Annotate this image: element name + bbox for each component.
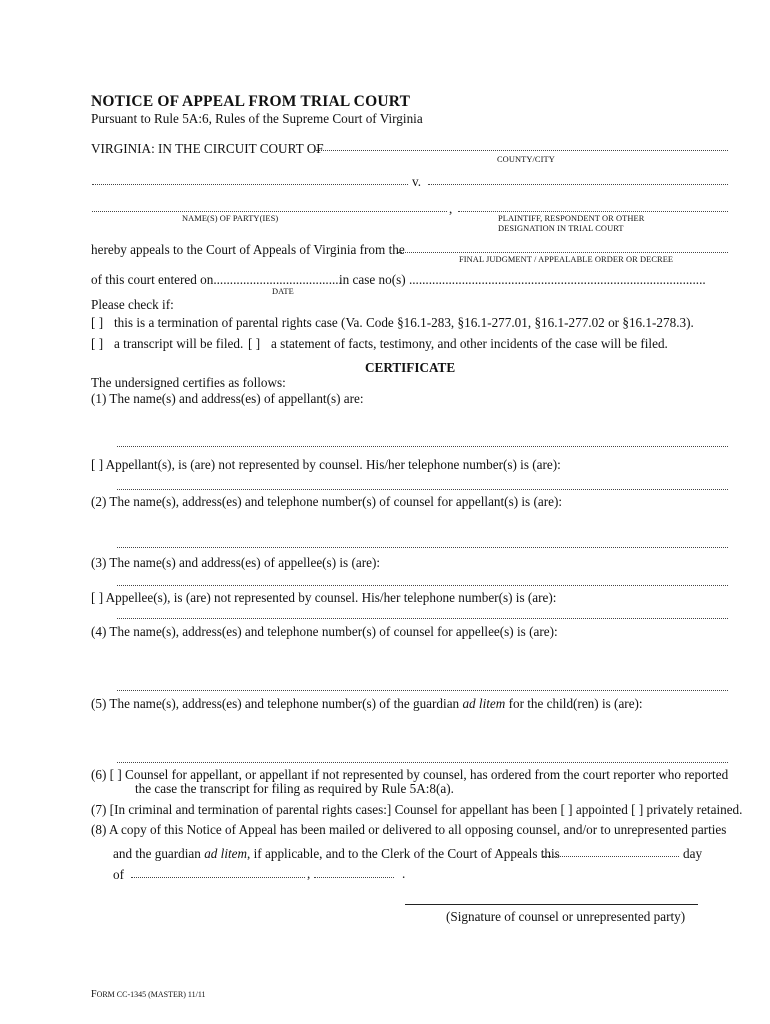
item-7-text[interactable]: (7) [In criminal and termination of parental rights cases:] Counsel for appellant has been [ ] appointed [ ] privately retained. bbox=[91, 802, 743, 817]
item-8-pre: and the guardian bbox=[113, 846, 201, 861]
appellee-names-field[interactable] bbox=[117, 585, 728, 586]
day-field[interactable] bbox=[543, 856, 679, 857]
signature-caption: (Signature of counsel or unrepresented party) bbox=[446, 909, 686, 924]
item-6-line-2: the case the transcript for filing as required by Rule 5A:8(a). bbox=[135, 781, 454, 796]
county-city-field[interactable] bbox=[316, 150, 728, 151]
item-5-em: ad litem bbox=[462, 696, 506, 711]
item-5-text bbox=[91, 696, 643, 712]
appellee-phone-field[interactable] bbox=[117, 618, 728, 619]
statement-label: a statement of facts, testimony, and other incidents of the case will be filed. bbox=[271, 336, 668, 351]
final-judgment-label: FINAL JUDGMENT / APPEALABLE ORDER OR DECREE bbox=[459, 255, 674, 264]
item-4-text: (4) The name(s), address(es) and telephone number(s) of counsel for appellee(s) is (are): bbox=[91, 624, 558, 639]
item-6-line-1[interactable]: (6) [ ] Counsel for appellant, or appellant if not represented by counsel, has ordered from the court reporter who reported bbox=[91, 767, 729, 782]
of-label: of bbox=[113, 867, 124, 882]
court-prefix: VIRGINIA: IN THE CIRCUIT COURT OF bbox=[91, 141, 324, 156]
date-label: DATE bbox=[272, 287, 294, 296]
guardian-field[interactable] bbox=[117, 762, 728, 763]
year-field[interactable] bbox=[314, 877, 394, 878]
item-8-post: , if applicable, and to the Clerk of the Court of Appeals this bbox=[247, 846, 560, 861]
statement-checkbox[interactable]: [ ] bbox=[248, 336, 261, 351]
appellant-names-field[interactable] bbox=[117, 446, 728, 447]
designation-label-1: PLAINTIFF, RESPONDENT OR OTHER bbox=[498, 214, 645, 223]
page-title: NOTICE OF APPEAL FROM TRIAL COURT bbox=[91, 93, 411, 110]
designation-label-2: DESIGNATION IN TRIAL COURT bbox=[498, 224, 624, 233]
party-name-field-2[interactable] bbox=[428, 184, 728, 185]
day-label: day bbox=[683, 846, 703, 861]
page-subtitle: Pursuant to Rule 5A:6, Rules of the Supreme Court of Virginia bbox=[91, 111, 423, 126]
comma-separator: , bbox=[449, 201, 453, 216]
entered-on-field[interactable]: of this court entered on....................................... bbox=[91, 272, 342, 287]
item-2-text: (2) The name(s), address(es) and telephone number(s) of counsel for appellant(s) is (are): bbox=[91, 494, 563, 509]
form-number bbox=[91, 989, 206, 1001]
names-label: NAME(S) OF PARTY(IES) bbox=[182, 214, 279, 223]
appellant-counsel-field[interactable] bbox=[117, 547, 728, 548]
of-period: . bbox=[402, 866, 406, 881]
item-8-line-2 bbox=[113, 846, 560, 862]
form-f: F bbox=[91, 989, 97, 1000]
appellant-phone-field[interactable] bbox=[117, 489, 728, 490]
termination-checkbox[interactable]: [ ] bbox=[91, 315, 104, 330]
item-5-pre: (5) The name(s), address(es) and telephone number(s) of the guardian bbox=[91, 696, 460, 711]
designation-field[interactable] bbox=[458, 211, 728, 212]
month-field[interactable] bbox=[131, 877, 305, 878]
appellee-counsel-field[interactable] bbox=[117, 690, 728, 691]
certificate-heading: CERTIFICATE bbox=[365, 360, 456, 375]
case-number-field[interactable]: in case no(s) .......................................................................................... bbox=[339, 272, 706, 287]
item-5-post: for the child(ren) is (are): bbox=[508, 696, 643, 711]
item-3-text: (3) The name(s) and address(es) of appellee(s) is (are): bbox=[91, 555, 381, 570]
appellant-not-represented[interactable]: [ ] Appellant(s), is (are) not represented by counsel. His/her telephone number(s) is (are): bbox=[91, 457, 561, 472]
please-check-label: Please check if: bbox=[91, 297, 174, 312]
item-8-line-1: (8) A copy of this Notice of Appeal has been mailed or delivered to all opposing counsel, and/or to unrepresented parties bbox=[91, 822, 727, 837]
party-names-field[interactable] bbox=[92, 211, 447, 212]
county-city-label: COUNTY/CITY bbox=[497, 155, 555, 164]
versus-text: v. bbox=[412, 174, 422, 189]
signature-line[interactable] bbox=[405, 904, 698, 905]
termination-label: this is a termination of parental rights case (Va. Code §16.1-283, §16.1-277.01, §16.1-277.02 or §16.1-278.3). bbox=[114, 315, 694, 330]
certificate-intro: The undersigned certifies as follows: bbox=[91, 375, 286, 390]
transcript-checkbox[interactable]: [ ] bbox=[91, 336, 104, 351]
appeal-line-text: hereby appeals to the Court of Appeals of Virginia from the bbox=[91, 242, 405, 257]
party-name-field-1[interactable] bbox=[92, 184, 408, 185]
form-rest: ORM CC-1345 (MASTER) 11/11 bbox=[96, 990, 206, 999]
item-8-em: ad litem bbox=[204, 846, 248, 861]
final-judgment-field[interactable] bbox=[398, 252, 728, 253]
of-comma: , bbox=[307, 866, 311, 881]
transcript-label: a transcript will be filed. bbox=[114, 336, 244, 351]
item-1-text: (1) The name(s) and address(es) of appellant(s) are: bbox=[91, 391, 364, 406]
appellee-not-represented[interactable]: [ ] Appellee(s), is (are) not represented by counsel. His/her telephone number(s) is (are): bbox=[91, 590, 557, 605]
